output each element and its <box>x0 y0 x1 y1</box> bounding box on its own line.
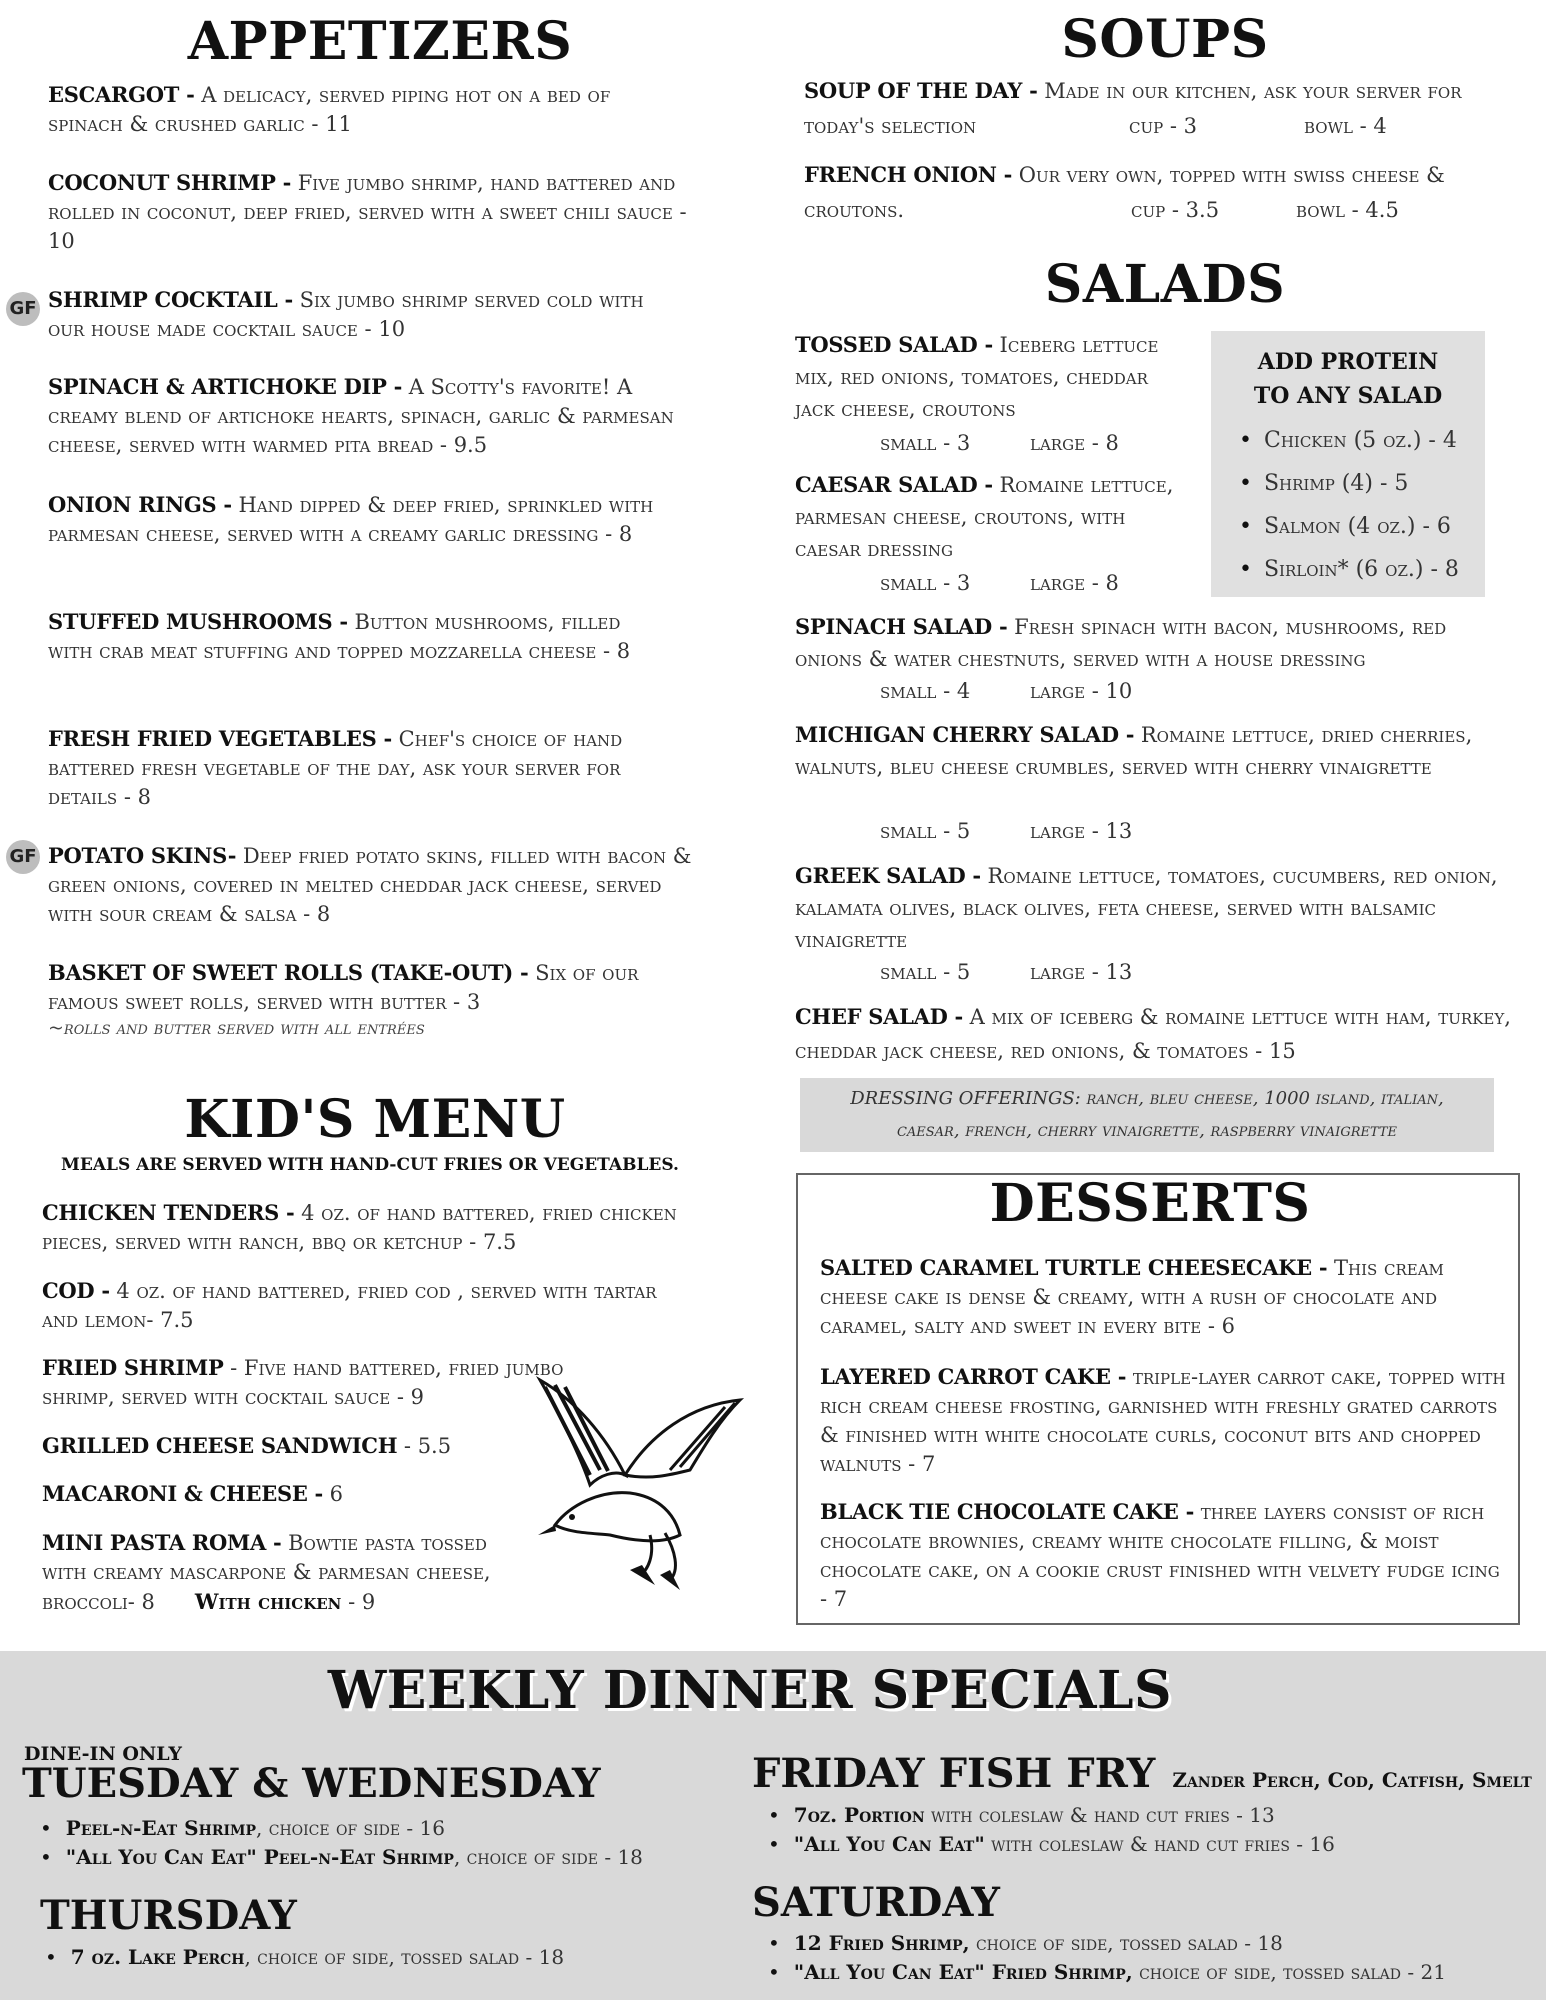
special-name: Peel-n-Eat Shrimp <box>65 1816 257 1840</box>
weekly-specials-panel <box>0 1651 1546 2000</box>
item-desc: A Scotty's favorite! A creamy blend of artichoke hearts, spinach, garlic & parmesan cheese, served with warmed pita bread - 9.5 <box>48 375 674 457</box>
small-price: small - 3 <box>880 571 971 595</box>
protein-option: • Shrimp (4) - 5 <box>1239 462 1485 505</box>
with-chicken-price: - 9 <box>341 1590 376 1614</box>
with-chicken-label: With chicken <box>194 1589 342 1614</box>
item-name: COD - <box>42 1278 110 1303</box>
item-name: SALTED CARAMEL TURTLE CHEESECAKE - <box>820 1255 1328 1280</box>
dressing-label: DRESSING OFFERINGS: <box>850 1088 1081 1109</box>
item-desc: croutons. <box>804 198 905 222</box>
kids-menu-subheading: MEALS ARE SERVED WITH HAND-CUT FRIES OR VEGETABLES. <box>61 1155 679 1175</box>
item-desc: Button mushrooms, filled with crab meat stuffing and topped mozzarella cheese - 8 <box>48 610 631 663</box>
menu-item <box>48 372 688 460</box>
small-price: small - 3 <box>880 431 971 455</box>
menu-item <box>42 1431 542 1461</box>
seagull-illustration <box>530 1375 750 1595</box>
small-price: small - 5 <box>880 819 971 843</box>
friday-list <box>768 1801 1528 1859</box>
dressing-offerings <box>800 1078 1494 1152</box>
specials-heading: WEEKLY DINNER SPECIALS <box>327 1660 1173 1721</box>
special-item <box>768 1958 1538 1987</box>
dressing-line1: ranch, bleu cheese, 1000 island, italian, <box>1080 1088 1444 1109</box>
add-protein-title <box>1211 345 1485 413</box>
item-desc: Six jumbo shrimp served cold with our house made cocktail sauce - 10 <box>48 288 644 341</box>
friday-fish-list: Zander Perch, Cod, Catfish, Smelt <box>1172 1768 1532 1792</box>
saturday-list <box>768 1929 1538 1987</box>
item-name: TOSSED SALAD - <box>795 332 993 357</box>
dessert-item <box>820 1253 1510 1341</box>
protein-option: • Salmon (4 oz.) - 6 <box>1239 505 1485 548</box>
menu-item <box>42 1528 512 1617</box>
menu-item <box>48 168 688 256</box>
item-desc: Bowtie pasta tossed with creamy mascarpone & parmesan cheese, broccoli- 8 <box>42 1531 491 1614</box>
special-item <box>45 1943 745 1972</box>
dine-in-only-label: DINE-IN ONLY <box>24 1743 182 1765</box>
menu-item <box>42 1276 682 1335</box>
friday-heading-row <box>752 1749 1542 1799</box>
item-desc: 4 oz. of hand battered, fried cod , served with tartar and lemon- 7.5 <box>42 1279 657 1332</box>
item-desc: Romaine lettuce, dried cherries, walnuts, bleu cheese crumbles, served with cherry vinaigrette <box>795 723 1473 779</box>
friday-heading: FRIDAY FISH FRY <box>752 1750 1156 1797</box>
bowl-price: bowl - 4.5 <box>1296 198 1399 222</box>
salads-heading: SALADS <box>1044 254 1286 315</box>
salad-sizes <box>880 677 1132 706</box>
item-desc: This cream cheese cake is dense & creamy, with a rush of chocolate and caramel, salty and sweet in every bite - 6 <box>820 1256 1444 1338</box>
menu-item <box>42 1198 692 1257</box>
salad-sizes <box>880 429 1119 458</box>
cup-price: cup - 3 <box>1129 114 1198 138</box>
large-price: large - 8 <box>1030 431 1119 455</box>
item-name: FRIED SHRIMP <box>42 1355 224 1380</box>
soups-heading: SOUPS <box>1061 9 1269 70</box>
item-name: BASKET OF SWEET ROLLS (TAKE-OUT) - <box>48 960 529 985</box>
item-desc: Our very own, topped with swiss cheese & <box>1012 163 1445 187</box>
add-protein-title-line1: ADD PROTEIN <box>1257 349 1439 375</box>
menu-item <box>48 490 688 549</box>
thursday-heading: THURSDAY <box>40 1892 297 1939</box>
item-name: ONION RINGS - <box>48 492 232 517</box>
special-item <box>768 1830 1528 1859</box>
item-name: FRENCH ONION - <box>804 162 1013 187</box>
tue-wed-list <box>40 1814 740 1872</box>
menu-item <box>48 607 668 666</box>
item-desc: 6 <box>322 1482 344 1506</box>
item-name: CHEF SALAD - <box>795 1004 963 1029</box>
salad-sizes <box>880 958 1132 987</box>
cup-price: cup - 3.5 <box>1131 198 1220 222</box>
appetizers-heading: APPETIZERS <box>187 11 573 72</box>
special-item <box>40 1814 740 1843</box>
salad-sizes <box>880 569 1119 598</box>
protein-option: • Sirloin* (6 oz.) - 8 <box>1239 548 1485 591</box>
item-name: MACARONI & CHEESE - <box>42 1481 323 1506</box>
menu-item <box>48 841 698 929</box>
item-desc: Five jumbo shrimp, hand battered and rolled in coconut, deep fried, served with a sweet chili sauce - 10 <box>48 171 687 253</box>
special-item <box>768 1929 1538 1958</box>
special-name: 7oz. Portion <box>793 1803 925 1827</box>
menu-item <box>48 724 688 812</box>
item-name: SPINACH & ARTICHOKE DIP - <box>48 374 403 399</box>
special-desc: , choice of side, tossed salad - 18 <box>244 1945 565 1969</box>
item-desc: today's selection <box>804 114 977 138</box>
special-desc: with coleslaw & hand cut fries - 13 <box>924 1803 1275 1827</box>
soup-item-line <box>804 112 1524 141</box>
item-desc: Chef's choice of hand battered fresh vegetable of the day, ask your server for details - 8 <box>48 727 623 809</box>
menu-item <box>42 1479 542 1509</box>
salad-item <box>795 860 1515 956</box>
large-price: large - 8 <box>1030 571 1119 595</box>
item-name: FRESH FRIED VEGETABLES - <box>48 726 392 751</box>
item-desc: Iceberg lettuce mix, red onions, tomatoes, cheddar jack cheese, croutons <box>795 333 1159 421</box>
soup-item-line <box>804 196 1524 225</box>
special-name: "All You Can Eat" Fried Shrimp, <box>793 1960 1133 1984</box>
item-desc: Six of our famous sweet rolls, served with butter - 3 <box>48 961 639 1014</box>
item-desc: Hand dipped & deep fried, sprinkled with parmesan cheese, served with a creamy garlic dressing - 8 <box>48 493 654 546</box>
item-name: MICHIGAN CHERRY SALAD - <box>795 722 1135 747</box>
saturday-heading: SATURDAY <box>752 1879 1000 1926</box>
special-name: 12 Fried Shrimp, <box>793 1931 970 1955</box>
item-name: BLACK TIE CHOCOLATE CAKE - <box>820 1499 1195 1524</box>
item-desc: - 5.5 <box>397 1434 452 1458</box>
desserts-heading: DESSERTS <box>989 1173 1311 1234</box>
large-price: large - 13 <box>1030 960 1133 984</box>
item-name: GREEK SALAD - <box>795 863 981 888</box>
soup-item <box>804 160 1524 190</box>
item-name: MINI PASTA ROMA - <box>42 1530 282 1555</box>
salad-item <box>795 469 1195 565</box>
special-desc: , choice of side - 18 <box>453 1845 643 1869</box>
item-desc: Romaine lettuce, tomatoes, cucumbers, red onion, kalamata olives, black olives, feta cheese, served with balsamic vinaigrette <box>795 864 1498 952</box>
large-price: large - 13 <box>1030 819 1133 843</box>
add-protein-box <box>1211 331 1485 597</box>
kids-menu-heading: KID'S MENU <box>184 1089 566 1150</box>
salad-sizes <box>880 817 1132 846</box>
item-name: ESCARGOT - <box>48 82 195 107</box>
salad-item <box>795 329 1190 425</box>
dressing-line2: caesar, french, cherry vinaigrette, raspberry vinaigrette <box>896 1120 1398 1141</box>
soup-item <box>804 76 1524 106</box>
dessert-item <box>820 1362 1510 1479</box>
special-name: 7 oz. Lake Perch <box>70 1945 245 1969</box>
item-name: SHRIMP COCKTAIL - <box>48 287 293 312</box>
dessert-item <box>820 1497 1510 1614</box>
item-desc: Made in our kitchen, ask your server for <box>1037 79 1462 103</box>
gluten-free-badge: GF <box>6 840 40 874</box>
item-desc: - Five hand battered, fried jumbo shrimp, served with cocktail sauce - 9 <box>42 1356 564 1409</box>
special-desc: choice of side, tossed salad - 18 <box>969 1931 1283 1955</box>
tue-wed-heading: TUESDAY & WEDNESDAY <box>22 1760 601 1807</box>
small-price: small - 5 <box>880 960 971 984</box>
salad-item <box>795 719 1515 783</box>
salad-item <box>795 611 1515 675</box>
special-item <box>768 1801 1528 1830</box>
menu-item <box>48 285 648 344</box>
special-desc: choice of side, tossed salad - 21 <box>1132 1960 1446 1984</box>
salad-item <box>795 1000 1515 1068</box>
item-name: GRILLED CHEESE SANDWICH <box>42 1433 398 1458</box>
item-name: STUFFED MUSHROOMS - <box>48 609 348 634</box>
large-price: large - 10 <box>1030 679 1133 703</box>
item-name: CAESAR SALAD - <box>795 472 993 497</box>
small-price: small - 4 <box>880 679 971 703</box>
menu-item <box>48 958 688 1017</box>
special-desc: , choice of side - 16 <box>256 1816 445 1840</box>
menu-item <box>48 80 688 139</box>
bowl-price: bowl - 4 <box>1304 114 1387 138</box>
protein-option: • Chicken (5 oz.) - 4 <box>1239 419 1485 462</box>
item-desc: triple-layer carrot cake, topped with rich cream cheese frosting, garnished with freshly grated carrots & finished with white chocolate curls, coconut bits and chopped walnuts - 7 <box>820 1365 1506 1476</box>
item-name: SPINACH SALAD - <box>795 614 1008 639</box>
special-item <box>40 1843 740 1872</box>
item-name: COCONUT SHRIMP - <box>48 170 292 195</box>
item-desc: Deep fried potato skins, filled with bacon & green onions, covered in melted cheddar jack cheese, served with sour cream & salsa - 8 <box>48 844 692 926</box>
special-name: "All You Can Eat" <box>793 1832 985 1856</box>
add-protein-title-line2: TO ANY SALAD <box>1253 383 1443 409</box>
gluten-free-badge: GF <box>6 292 40 326</box>
item-desc: Romaine lettuce, parmesan cheese, croutons, with caesar dressing <box>795 473 1174 561</box>
item-name: LAYERED CARROT CAKE - <box>820 1364 1127 1389</box>
item-desc: three layers consist of rich chocolate brownies, creamy white chocolate filling, & moist chocolate cake, on a cookie crust finished with velvety fudge icing - 7 <box>820 1500 1500 1611</box>
item-name: CHICKEN TENDERS - <box>42 1200 295 1225</box>
item-name: POTATO SKINS- <box>48 843 237 868</box>
special-name: "All You Can Eat" Peel-n-Eat Shrimp <box>65 1845 454 1869</box>
item-desc: A mix of iceberg & romaine lettuce with ham, turkey, cheddar jack cheese, red onions, & tomatoes - 15 <box>795 1005 1511 1063</box>
item-name: SOUP OF THE DAY - <box>804 78 1038 103</box>
special-desc: with coleslaw & hand cut fries - 16 <box>984 1832 1335 1856</box>
item-desc: A delicacy, served piping hot on a bed of spinach & crushed garlic - 11 <box>48 83 611 136</box>
rolls-note: ~rolls and butter served with all entrées <box>48 1017 425 1039</box>
item-desc: 4 oz. of hand battered, fried chicken pieces, served with ranch, bbq or ketchup - 7.5 <box>42 1201 677 1254</box>
thursday-list <box>45 1943 745 1972</box>
protein-list <box>1211 419 1485 591</box>
item-desc: Fresh spinach with bacon, mushrooms, red onions & water chestnuts, served with a house dressing <box>795 615 1447 671</box>
